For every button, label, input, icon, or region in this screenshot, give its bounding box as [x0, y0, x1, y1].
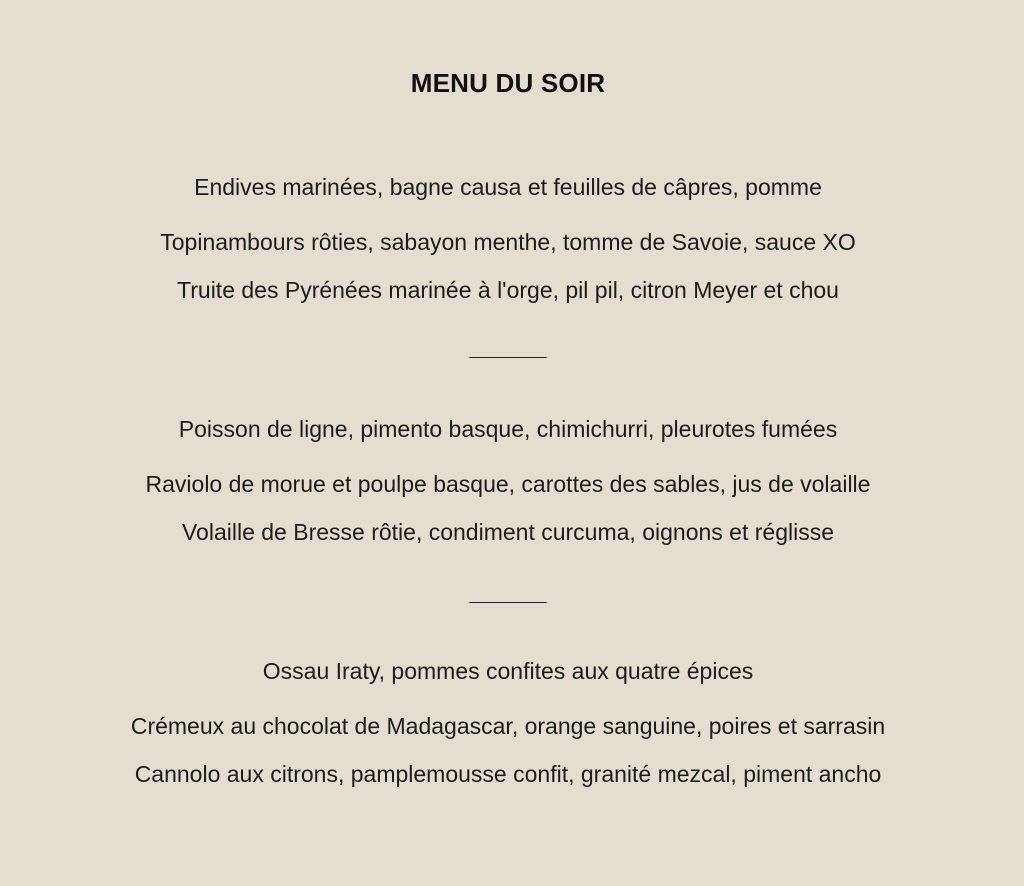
- dish-item: Ossau Iraty, pommes confites aux quatre épices: [262, 658, 754, 684]
- dish-item: Cannolo aux citrons, pamplemousse confit, granité mezcal, piment ancho: [134, 761, 882, 787]
- dish-item: Crémeux au chocolat de Madagascar, orange sanguine, poires et sarrasin: [130, 713, 886, 739]
- section-divider: [469, 357, 547, 358]
- dish-item: Raviolo de morue et poulpe basque, carottes des sables, jus de volaille: [145, 471, 871, 497]
- menu-title: MENU DU SOIR: [410, 68, 606, 98]
- section-divider: [469, 602, 547, 603]
- dish-item: Poisson de ligne, pimento basque, chimichurri, pleurotes fumées: [178, 416, 838, 442]
- dish-item: Volaille de Bresse rôtie, condiment curcuma, oignons et réglisse: [181, 519, 834, 545]
- dish-item: Endives marinées, bagne causa et feuilles de câpres, pomme: [194, 174, 822, 200]
- dish-item: Truite des Pyrénées marinée à l'orge, pil pil, citron Meyer et chou: [177, 277, 839, 303]
- dish-item: Topinambours rôties, sabayon menthe, tomme de Savoie, sauce XO: [160, 229, 856, 255]
